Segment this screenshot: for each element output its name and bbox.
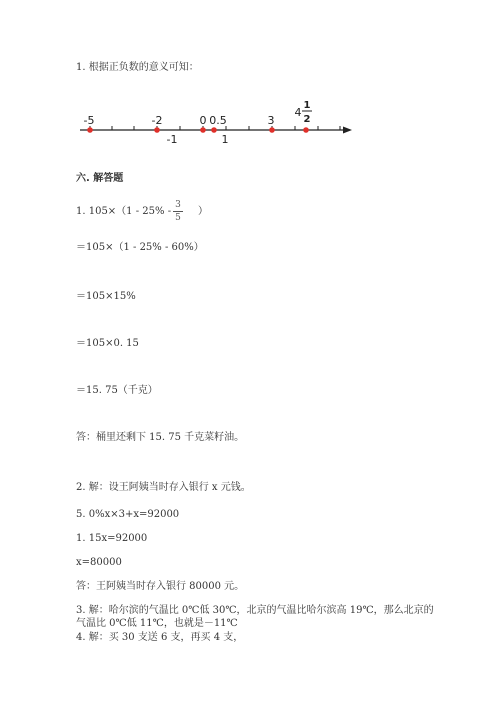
q1-expression: 1. 105×（1 - 25% - <box>76 206 172 217</box>
q1-expression-close: ） <box>198 206 208 217</box>
label-4-whole: 4 <box>294 106 302 119</box>
point-minus-5 <box>87 127 93 133</box>
q3-line-2: 气温比 0℃低 11℃，也就是－11℃ <box>76 618 238 629</box>
q1-step-3: ＝105×0. 15 <box>76 338 139 349</box>
point-3 <box>269 127 275 133</box>
point-0 <box>200 127 206 133</box>
label-1: 1 <box>221 133 229 146</box>
label-minus-1: -1 <box>166 133 178 146</box>
point-0-5 <box>211 127 217 133</box>
q1-fraction-bar <box>173 211 183 212</box>
q1-step-2: ＝105×15% <box>76 291 136 302</box>
label-minus-5: -5 <box>83 114 95 127</box>
q4-line-1: 4. 解：买 30 支送 6 支，再买 4 支， <box>76 632 244 643</box>
q1-step-1: ＝105×（1 - 25% - 60%） <box>76 242 204 253</box>
arrow-icon <box>343 127 352 134</box>
section-title: 六. 解答题 <box>76 173 124 184</box>
number-line <box>0 94 500 154</box>
q2-line-2: 5. 0%x×3+x=92000 <box>76 509 180 520</box>
q2-line-3: 1. 15x=92000 <box>76 533 148 544</box>
q3-line-1: 3. 解：哈尔滨的气温比 0℃低 30℃，北京的气温比哈尔滨高 19℃，那么北京的 <box>76 605 434 616</box>
label-3: 3 <box>267 114 275 127</box>
label-0: 0 <box>199 114 207 127</box>
label-4-den: 2 <box>303 114 311 125</box>
point-minus-2 <box>154 127 160 133</box>
q1-step-4: ＝15. 75（千克） <box>76 385 158 396</box>
label-minus-2: -2 <box>151 114 163 127</box>
intro-text: 1. 根据正负数的意义可知： <box>76 62 199 73</box>
q2-line-1: 2. 解：设王阿姨当时存入银行 x 元钱。 <box>76 482 251 493</box>
q2-answer: 答：王阿姨当时存入银行 80000 元。 <box>76 581 245 592</box>
point-4-half <box>303 127 309 133</box>
label-4-num: 1 <box>303 100 311 111</box>
label-0-5: 0.5 <box>209 114 227 127</box>
q2-line-4: x=80000 <box>76 557 122 568</box>
q1-answer: 答：桶里还剩下 15. 75 千克菜籽油。 <box>76 432 245 443</box>
q1-fraction-numerator: 3 <box>175 200 181 210</box>
q1-fraction-denominator: 5 <box>175 213 181 223</box>
